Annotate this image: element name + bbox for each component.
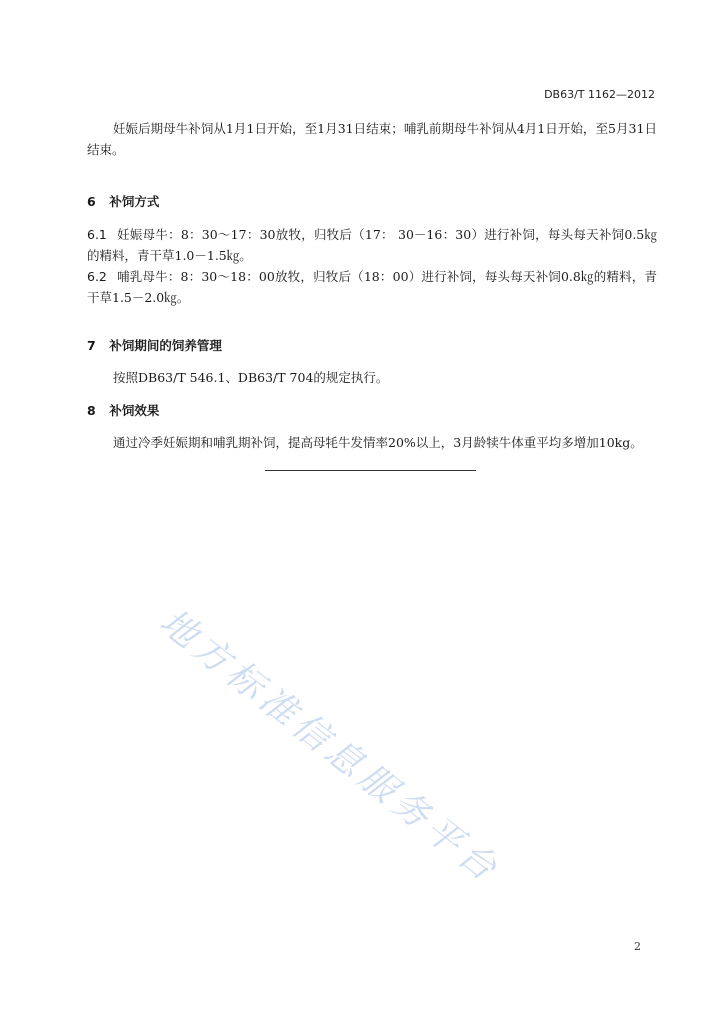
end-of-document-line — [265, 470, 476, 471]
clause-6-1 — [87, 224, 657, 266]
document-body — [87, 118, 657, 453]
section-8-text: 通过冷季妊娠期和哺乳期补饲，提高母牦牛发情率20%以上，3月龄犊牛体重平均多增加10kg。 — [113, 435, 643, 450]
section-8-number: 8 — [87, 403, 96, 418]
section-6-number: 6 — [87, 194, 96, 209]
watermark: 地方标准信息服务平台 — [151, 601, 509, 893]
intro-paragraph: 妊娠后期母牛补饲从1月1日开始，至1月31日结束；哺乳前期母牛补饲从4月1日开始，至5月31日结束。 — [87, 121, 657, 157]
section-6-title: 补饲方式 — [109, 194, 160, 209]
section-8-heading — [87, 400, 657, 421]
section-7-text: 按照DB63/T 546.1、DB63/T 704的规定执行。 — [113, 370, 389, 385]
section-7-heading — [87, 335, 657, 356]
page-number: 2 — [634, 940, 641, 953]
clause-6-2-number: 6.2 — [87, 269, 107, 284]
clause-6-1-number: 6.1 — [87, 227, 107, 242]
clause-6-1-text: 妊娠母牛：8：30～17：30放牧，归牧后（17： 30－16：30）进行补饲，每头每天补饲0.5㎏的精料，青干草1.0－1.5㎏。 — [87, 227, 657, 263]
section-7-number: 7 — [87, 338, 96, 353]
clause-6-2-text: 哺乳母牛：8：30～18：00放牧，归牧后（18：00）进行补饲，每头每天补饲0.8㎏的精料，青干草1.5－2.0㎏。 — [87, 269, 657, 305]
section-7-title: 补饲期间的饲养管理 — [109, 338, 222, 353]
section-6-heading — [87, 191, 657, 212]
clause-6-2 — [87, 266, 657, 308]
section-8-title: 补饲效果 — [109, 403, 160, 418]
standard-code: DB63/T 1162—2012 — [544, 88, 655, 101]
